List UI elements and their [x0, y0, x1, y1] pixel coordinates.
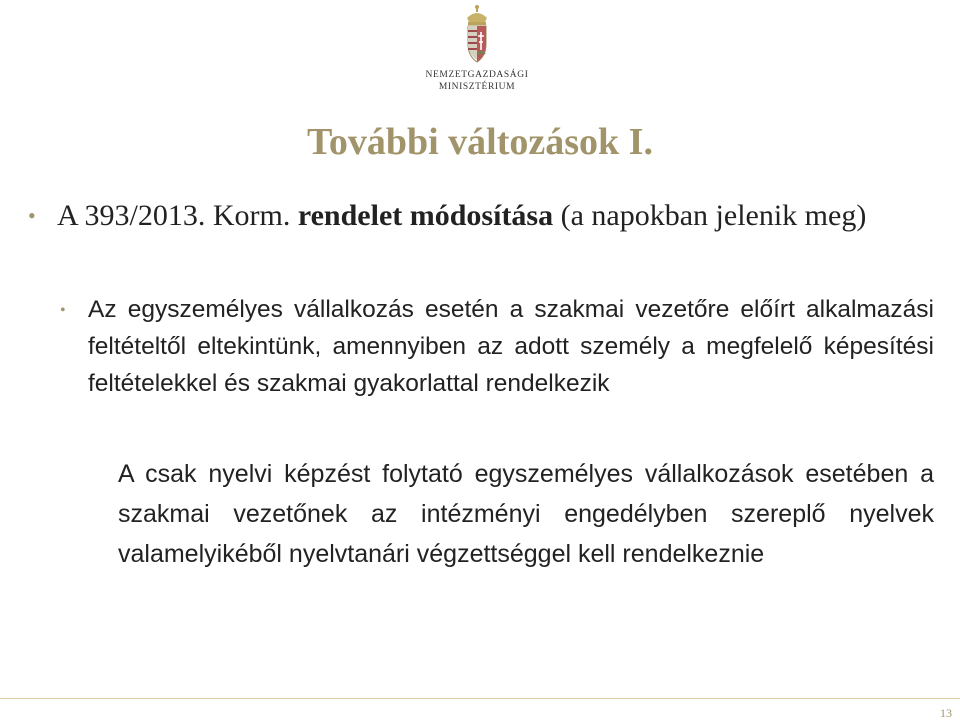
sub-bullet-marker: • — [60, 302, 66, 319]
sub-bullet-item: Az egyszemélyes vállalkozás esetén a szakmai vezetőre előírt alkalmazási feltételtől eltekintünk, amennyiben az adott személy a megfelelő képesítési feltételekkel és szakmai gyakorlattal rendelkezik — [88, 296, 934, 397]
sub-paragraph: A csak nyelvi képzést folytató egyszemélyes vállalkozások esetében a szakmai vezetőnek az intézményi engedélyben szereplő nyelvek valamelyikéből nyelvtanári végzettséggel kell rendelkeznie — [118, 460, 934, 568]
bullet-1-suffix: (a napokban jelenik meg) — [553, 199, 867, 232]
bullet-item-1 — [57, 196, 937, 236]
ministry-logo — [418, 4, 536, 94]
coat-of-arms-icon — [461, 4, 493, 70]
page-number: 13 — [940, 706, 952, 720]
bullet-1-prefix: A 393/2013. Korm. — [57, 199, 298, 232]
logo-text-line2: MINISZTÉRIUM — [438, 82, 516, 92]
slide-title: További változások I. — [307, 121, 653, 163]
logo-text-line1: NEMZETGAZDASÁGI — [425, 70, 529, 80]
bullet-marker: • — [28, 203, 36, 228]
bullet-1-bold: rendelet módosítása — [297, 199, 554, 232]
footer-divider — [0, 698, 960, 699]
